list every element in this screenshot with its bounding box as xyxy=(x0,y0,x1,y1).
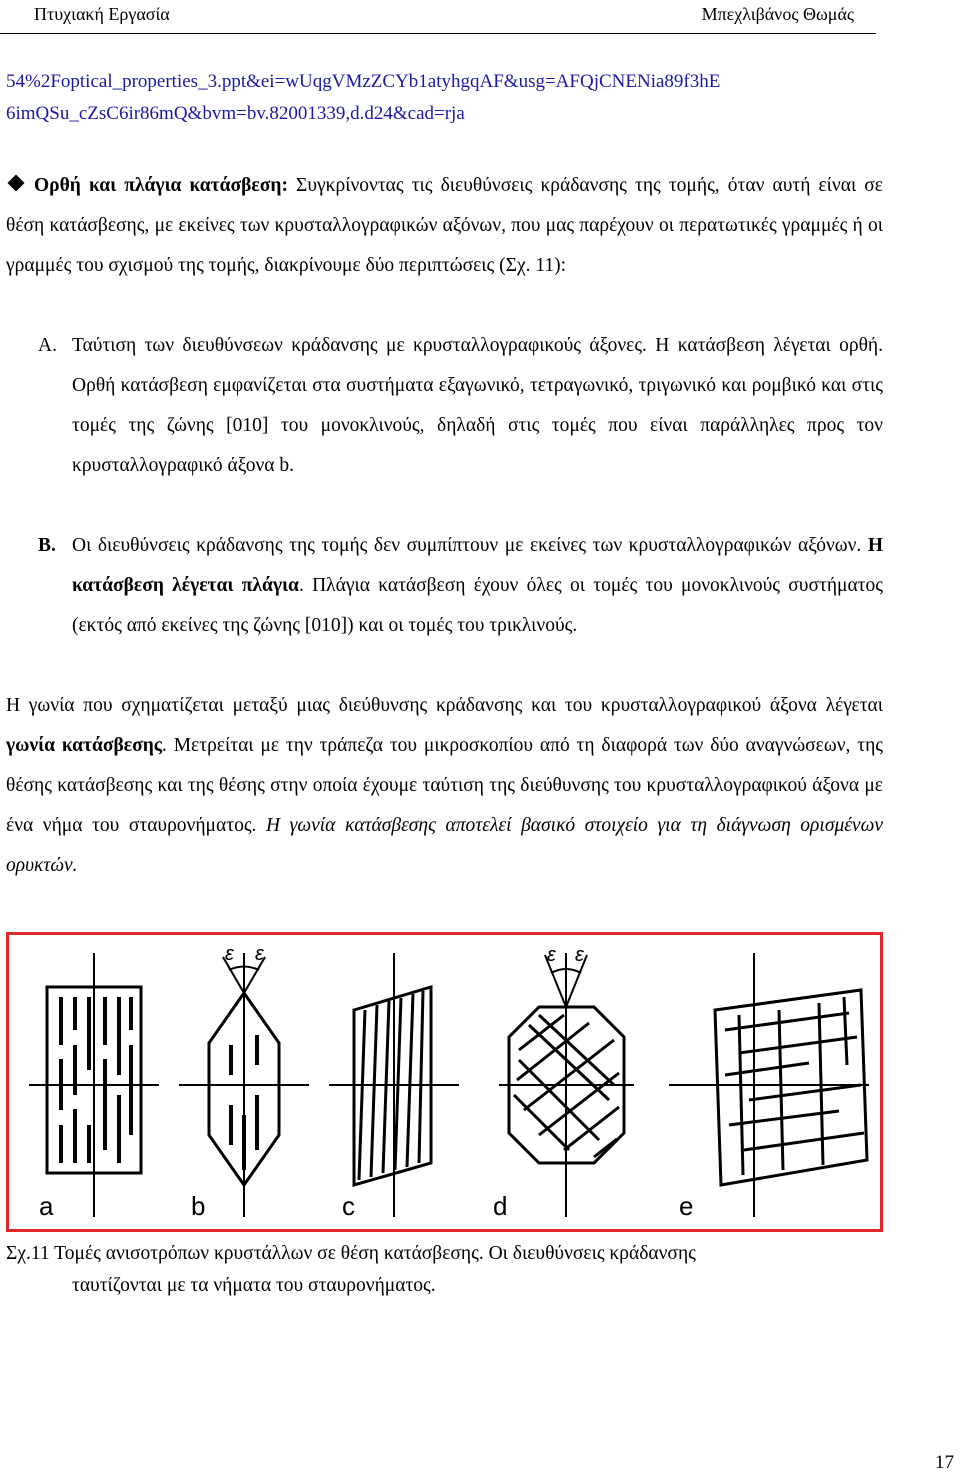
figure-e xyxy=(669,953,869,1217)
para3-text-2: . Μετρείται με την τράπεζα του μικροσκοπίου από τη διαφορά των δύο αναγνώσεων, της θέσης κατάσβεσης και της θέσης στην οποία έχουμε ταύτιση της διεύθυνσης του κρυσταλλογραφικού άξονα με ένα νήμα του σταυρονήματος. xyxy=(6,735,883,836)
section-lead: Ορθή και πλάγια κατάσβεση: xyxy=(34,175,288,196)
figure-label-c: c xyxy=(342,1191,355,1221)
section-lead-text: Συγκρίνοντας τις διευθύνσεις κράδανσης της τομής, όταν αυτή είναι σε θέση κατάσβεσης, με εκείνες των κρυσταλλογραφικών αξόνων, που μας παρέχουν οι περατωτικές γραμμές ή οι γραμμές του σχισμού της τομής, διακρίνουμε δύο περιπτώσεις (Σχ. 11): xyxy=(6,175,883,276)
list-item-b-label: Β. xyxy=(38,535,56,556)
figure-a xyxy=(29,953,159,1217)
url-line-2[interactable] xyxy=(6,98,906,130)
reference-url[interactable] xyxy=(6,66,906,130)
url-line-2a[interactable]: 6imQSu_cZsC6ir86mQ&bvm=bv.82001339,d. xyxy=(6,103,365,124)
para3-bold: γωνία κατάσβεσης xyxy=(6,735,162,756)
figure-b-epsilon-right: ε xyxy=(255,943,264,965)
list-item-a-text: Ταύτιση των διευθύνσεων κράδανσης με κρυσταλλογραφικούς άξονες. Η κατάσβεση λέγεται ορθή. Ορθή κατάσβεση εμφανίζεται στα συστήματα εξαγωνικό, τετραγωνικό, τριγωνικό και ρομβικό και στις τομές της ζώνης [010] του μονοκλινούς, δηλαδή στις τομές που είναι παράλληλες προς τον κρυσταλλογραφικό άξονα b. xyxy=(72,335,883,476)
list-item-a xyxy=(38,326,883,486)
figure-caption xyxy=(6,1238,883,1302)
figure-label-d: d xyxy=(493,1191,508,1221)
header-author: Μπεχλιβάνος Θωμάς xyxy=(701,4,854,24)
list-item-b-text-2: . Πλάγια κατάσβεση έχουν όλες οι τομές του μονοκλινούς συστήματος (εκτός από εκείνες της ζώνης [010]) και οι τομές του τρικλινούς. xyxy=(72,575,883,636)
header-title: Πτυχιακή Εργασία xyxy=(34,4,170,24)
para3-italic: Η γωνία κατάσβεσης αποτελεί βασικό στοιχείο για τη διάγνωση ορισμένων ορυκτών. xyxy=(6,815,883,876)
list-item-b xyxy=(38,526,883,646)
para3-text-1: Η γωνία που σχηματίζεται μεταξύ μιας διεύθυνσης κράδανσης και του κρυσταλλογραφικού άξονα λέγεται xyxy=(6,695,883,716)
url-line-1[interactable]: 54%2Foptical_properties_3.ppt&ei=wUqgVMzZCYb1atyhgqAF&usg=AFQjCNENia89f3hE xyxy=(6,71,721,92)
figure-c xyxy=(329,953,459,1217)
figure-label-b: b xyxy=(191,1191,206,1221)
caption-line-1: Σχ.11 Τομές ανισοτρόπων κρυστάλλων σε θέση κατάσβεσης. Οι διευθύνσεις κράδανσης xyxy=(6,1243,696,1264)
list-item-a-label: Α. xyxy=(38,335,57,356)
list-item-b-bold: Η κατάσβεση λέγεται πλάγια xyxy=(72,535,883,596)
extinction-diagram xyxy=(9,935,880,1229)
figure-d-epsilon-right: ε xyxy=(575,944,584,966)
header-rule xyxy=(0,33,876,34)
figure-b-epsilon-left: ε xyxy=(225,943,234,965)
extinction-angle-paragraph xyxy=(6,686,883,886)
page-header xyxy=(0,0,960,34)
figure-label-a: a xyxy=(39,1191,54,1221)
figure-b xyxy=(179,953,309,1217)
extinction-figure xyxy=(6,932,883,1232)
url-line-2b[interactable]: d24&cad=rja xyxy=(364,103,465,124)
page-number: 17 xyxy=(935,1452,954,1473)
figure-label-e: e xyxy=(679,1191,694,1221)
caption-line-2: ταυτίζονται με τα νήματα του σταυρονήματος. xyxy=(72,1275,436,1296)
list-item-b-text-1: Οι διευθύνσεις κράδανσης της τομής δεν συμπίπτουν με εκείνες των κρυσταλλογραφικών αξόνων. xyxy=(72,535,868,556)
diamond-bullet-icon xyxy=(8,175,25,192)
figure-d-epsilon-left: ε xyxy=(547,944,556,966)
figure-d xyxy=(499,953,634,1217)
section-paragraph xyxy=(6,166,883,286)
